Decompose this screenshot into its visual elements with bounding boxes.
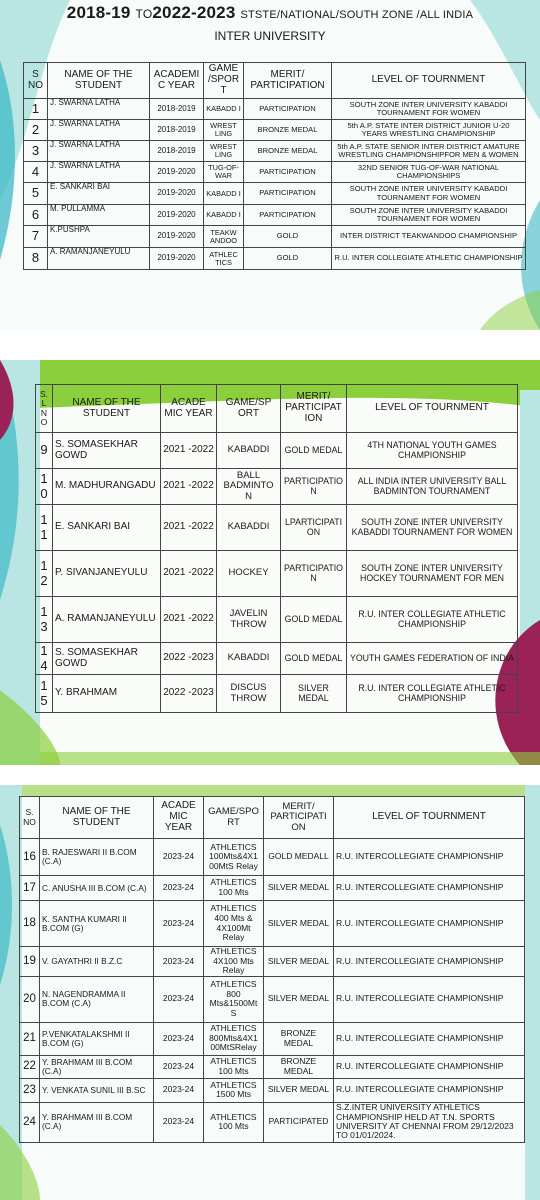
serial-number-cell: 19 (20, 947, 40, 977)
academic-year-cell: 2023-24 (154, 876, 204, 901)
slide-2-table (35, 384, 518, 713)
game-cell: DISCUS THROW (217, 675, 281, 713)
column-header: GAME/SP ORT (217, 385, 281, 433)
column-header: ACADE MIC YEAR (154, 797, 204, 839)
academic-year-cell: 2021 -2022 (161, 551, 217, 597)
student-name-cell: Y. BRAHMAM III B.COM (C.A) (40, 1102, 154, 1142)
student-name-cell: Y. BRAHMAM (53, 675, 161, 713)
merit-cell: SILVER MEDAL (264, 976, 334, 1022)
tournament-level-cell: R.U. INTERCOLLEGIATE CHAMPIONSHIP (334, 901, 525, 947)
merit-cell: SILVER MEDAL (281, 675, 347, 713)
merit-cell: SILVER MEDAL (264, 947, 334, 977)
game-cell: TUG-OF- WAR (204, 162, 244, 183)
serial-number-cell: 1 0 (36, 469, 53, 505)
academic-year-cell: 2022 -2023 (161, 643, 217, 675)
column-header: LEVEL OF TOURNMENT (347, 385, 518, 433)
serial-number-cell: 1 (24, 99, 48, 120)
merit-cell: SILVER MEDAL (264, 876, 334, 901)
tournament-level-cell: R.U. INTER COLLEGIATE ATHLETIC CHAMPIONSHIP (347, 675, 518, 713)
tournament-level-cell: R.U. INTERCOLLEGIATE CHAMPIONSHIP (334, 1078, 525, 1102)
student-name-cell: J. SWARNA LATHA (48, 162, 150, 183)
table-row (20, 901, 525, 947)
column-header: MERIT/ PARTICIPATI ON (264, 797, 334, 839)
merit-cell: GOLD MEDAL (281, 643, 347, 675)
table-header-row (24, 63, 526, 99)
game-cell: BALL BADMINTO N (217, 469, 281, 505)
game-cell: HOCKEY (217, 551, 281, 597)
merit-cell: PARTICIPATIO N (281, 469, 347, 505)
table-row (20, 1078, 525, 1102)
academic-year-cell: 2019-2020 (150, 183, 204, 205)
serial-number-cell: 1 2 (36, 551, 53, 597)
academic-year-cell: 2021 -2022 (161, 433, 217, 469)
game-cell: JAVELIN THROW (217, 597, 281, 643)
column-header: GAME /SPOR T (204, 63, 244, 99)
column-header: MERIT/ PARTICIPATION (244, 63, 332, 99)
game-cell: ATHLEC TICS (204, 248, 244, 270)
slide-2 (0, 360, 540, 765)
game-cell: ATHLETICS 400 Mts & 4X100Mt Relay (204, 901, 264, 947)
tournament-level-cell: SOUTH ZONE INTER UNIVERSITY KABADDI TOURNAMENT FOR WOMEN (332, 205, 526, 226)
game-cell: KABADDI (217, 643, 281, 675)
serial-number-cell: 17 (20, 876, 40, 901)
merit-cell: GOLD (244, 248, 332, 270)
slide-1-title: 2018-19 TO2022-2023 STSTE/NATIONAL/SOUTH ZONE /ALL INDIA (66, 3, 474, 22)
academic-year-cell: 2023-24 (154, 1055, 204, 1078)
tournament-level-cell: 32ND SENIOR TUG-OF-WAR NATIONAL CHAMPIONSHIPS (332, 162, 526, 183)
tournament-level-cell: R.U. INTERCOLLEGIATE CHAMPIONSHIP (334, 839, 525, 876)
table-row (36, 505, 518, 551)
table-row (24, 248, 526, 270)
serial-number-cell: 7 (24, 226, 48, 248)
student-name-cell: E. SANKARI BAI (48, 183, 150, 205)
serial-number-cell: 2 (24, 120, 48, 141)
serial-number-cell: 9 (36, 433, 53, 469)
academic-year-cell: 2021 -2022 (161, 505, 217, 551)
slide-3-table (19, 796, 525, 1143)
game-cell: ATHLETICS 4X100 Mts Relay (204, 947, 264, 977)
student-name-cell: K.PUSHPA (48, 226, 150, 248)
game-cell: KABADDI (217, 505, 281, 551)
academic-year-cell: 2021 -2022 (161, 469, 217, 505)
merit-cell: GOLD MEDALL (264, 839, 334, 876)
slide-1-subtitle: INTER UNIVERSITY (214, 29, 326, 43)
academic-year-cell: 2023-24 (154, 1078, 204, 1102)
merit-cell: PARTICIPATED (264, 1102, 334, 1142)
tournament-level-cell: R.U. INTER COLLEGIATE ATHLETIC CHAMPIONSHIP (347, 597, 518, 643)
game-cell: WREST LING (204, 120, 244, 141)
merit-cell: LPARTICIPATI ON (281, 505, 347, 551)
tournament-level-cell: R.U. INTERCOLLEGIATE CHAMPIONSHIP (334, 947, 525, 977)
merit-cell: BRONZE MEDAL (264, 1055, 334, 1078)
serial-number-cell: 1 5 (36, 675, 53, 713)
table-row (20, 839, 525, 876)
table-row (24, 162, 526, 183)
table-row (20, 876, 525, 901)
column-header: LEVEL OF TOURNMENT (332, 63, 526, 99)
merit-cell: PARTICIPATION (244, 162, 332, 183)
game-cell: ATHLETICS 1500 Mts (204, 1078, 264, 1102)
tournament-level-cell: 5th A.P. STATE INTER DISTRICT JUNIOR U-20 YEARS WRESTLING CHAMPIONSHIP (332, 120, 526, 141)
serial-number-cell: 3 (24, 141, 48, 162)
academic-year-cell: 2019-2020 (150, 226, 204, 248)
tournament-level-cell: YOUTH GAMES FEDERATION OF INDIA (347, 643, 518, 675)
table-row (24, 183, 526, 205)
academic-year-cell: 2023-24 (154, 1022, 204, 1055)
merit-cell: PARTICIPATION (244, 99, 332, 120)
column-header: NAME OF THE STUDENT (48, 63, 150, 99)
academic-year-cell: 2023-24 (154, 976, 204, 1022)
academic-year-cell: 2023-24 (154, 901, 204, 947)
academic-year-cell: 2023-24 (154, 839, 204, 876)
column-header: NAME OF THE STUDENT (53, 385, 161, 433)
game-cell: WREST LING (204, 141, 244, 162)
tournament-level-cell: R.U. INTERCOLLEGIATE CHAMPIONSHIP (334, 976, 525, 1022)
student-name-cell: J. SWARNA LATHA (48, 120, 150, 141)
game-cell: ATHLETICS 100 Mts (204, 1055, 264, 1078)
column-header: S. NO (20, 797, 40, 839)
tournament-level-cell: 4TH NATIONAL YOUTH GAMES CHAMPIONSHIP (347, 433, 518, 469)
table-row (24, 99, 526, 120)
academic-year-cell: 2019-2020 (150, 205, 204, 226)
tournament-level-cell: SOUTH ZONE INTER UNIVERSITY HOCKEY TOURNAMENT FOR MEN (347, 551, 518, 597)
table-row (20, 1055, 525, 1078)
academic-year-cell: 2018-2019 (150, 141, 204, 162)
student-name-cell: N. NAGENDRAMMA II B.COM (C.A) (40, 976, 154, 1022)
column-header: S. L N O (36, 385, 53, 433)
serial-number-cell: 5 (24, 183, 48, 205)
tournament-level-cell: R.U. INTERCOLLEGIATE CHAMPIONSHIP (334, 1055, 525, 1078)
tournament-level-cell: 5th A.P. STATE SENIOR INTER DISTRICT AMATURE WRESTLING CHAMPIONSHIPFOR MEN & WOMEN (332, 141, 526, 162)
academic-year-cell: 2023-24 (154, 947, 204, 977)
serial-number-cell: 20 (20, 976, 40, 1022)
tournament-level-cell: R.U. INTERCOLLEGIATE CHAMPIONSHIP (334, 1022, 525, 1055)
column-header: S NO (24, 63, 48, 99)
game-cell: ATHLETICS 800Mts&4X1 00MtSRelay (204, 1022, 264, 1055)
serial-number-cell: 18 (20, 901, 40, 947)
table-row (20, 1022, 525, 1055)
table-row (24, 141, 526, 162)
merit-cell: SILVER MEDAL (264, 901, 334, 947)
table-row (24, 120, 526, 141)
academic-year-cell: 2021 -2022 (161, 597, 217, 643)
table-row (36, 675, 518, 713)
student-name-cell: Y. VENKATA SUNIL III B.SC (40, 1078, 154, 1102)
merit-cell: BRONZE MEDAL (244, 120, 332, 141)
column-header: ACADE MIC YEAR (161, 385, 217, 433)
student-name-cell: M. PULLAMMA (48, 205, 150, 226)
table-row (20, 947, 525, 977)
academic-year-cell: 2022 -2023 (161, 675, 217, 713)
table-row (36, 643, 518, 675)
serial-number-cell: 24 (20, 1102, 40, 1142)
column-header: LEVEL OF TOURNMENT (334, 797, 525, 839)
game-cell: ATHLETICS 100Mts&4X1 00MtS Relay (204, 839, 264, 876)
tournament-level-cell: S.Z.INTER UNIVERSITY ATHLETICS CHAMPIONSHIP HELD AT T.N. SPORTS UNIVERSITY AT CHENNAI FROM 29/12/2023 TO 01/01/2024. (334, 1102, 525, 1142)
merit-cell: SILVER MEDAL (264, 1078, 334, 1102)
game-cell: KABADD I (204, 183, 244, 205)
merit-cell: PARTICIPATIO N (281, 551, 347, 597)
student-name-cell: P. SIVANJANEYULU (53, 551, 161, 597)
table-row (36, 469, 518, 505)
table-row (20, 976, 525, 1022)
game-cell: ATHLETICS 800 Mts&1500Mt S (204, 976, 264, 1022)
student-name-cell: Y. BRAHMAM III B.COM (C.A) (40, 1055, 154, 1078)
student-name-cell: S. SOMASEKHAR GOWD (53, 433, 161, 469)
column-header: NAME OF THE STUDENT (40, 797, 154, 839)
game-cell: KABADD I (204, 205, 244, 226)
column-header: MERIT/ PARTICIPAT ION (281, 385, 347, 433)
merit-cell: GOLD MEDAL (281, 433, 347, 469)
table-header-row (36, 385, 518, 433)
table-row (36, 597, 518, 643)
serial-number-cell: 23 (20, 1078, 40, 1102)
merit-cell: PARTICIPATION (244, 183, 332, 205)
table-row (24, 205, 526, 226)
table-row (36, 551, 518, 597)
tournament-level-cell: INTER DISTRICT TEAKWANDOO CHAMPIONSHIP (332, 226, 526, 248)
column-header: ACADEMI C YEAR (150, 63, 204, 99)
game-cell: ATHLETICS 100 Mts (204, 876, 264, 901)
serial-number-cell: 1 3 (36, 597, 53, 643)
serial-number-cell: 21 (20, 1022, 40, 1055)
merit-cell: GOLD MEDAL (281, 597, 347, 643)
game-cell: KABADDI (217, 433, 281, 469)
table-row (24, 226, 526, 248)
tournament-level-cell: ALL INDIA INTER UNIVERSITY BALL BADMINTON TOURNAMENT (347, 469, 518, 505)
student-name-cell: P.VENKATALAKSHMI II B.COM (G) (40, 1022, 154, 1055)
merit-cell: PARTICIPATION (244, 205, 332, 226)
serial-number-cell: 4 (24, 162, 48, 183)
tournament-level-cell: R.U. INTER COLLEGIATE ATHLETIC CHAMPIONSHIP (332, 248, 526, 270)
serial-number-cell: 22 (20, 1055, 40, 1078)
game-cell: ATHLETICS 100 Mts (204, 1102, 264, 1142)
table-row (36, 433, 518, 469)
student-name-cell: E. SANKARI BAI (53, 505, 161, 551)
serial-number-cell: 16 (20, 839, 40, 876)
student-name-cell: V. GAYATHRI II B.Z.C (40, 947, 154, 977)
student-name-cell: A. RAMANJANEYULU (48, 248, 150, 270)
serial-number-cell: 8 (24, 248, 48, 270)
table-header-row (20, 797, 525, 839)
student-name-cell: B. RAJESWARI II B.COM (C.A) (40, 839, 154, 876)
student-name-cell: J. SWARNA LATHA (48, 141, 150, 162)
academic-year-cell: 2019-2020 (150, 162, 204, 183)
tournament-level-cell: R.U. INTERCOLLEGIATE CHAMPIONSHIP (334, 876, 525, 901)
tournament-level-cell: SOUTH ZONE INTER UNIVERSITY KABADDI TOURNAMENT FOR WOMEN (332, 183, 526, 205)
student-name-cell: S. SOMASEKHAR GOWD (53, 643, 161, 675)
serial-number-cell: 6 (24, 205, 48, 226)
academic-year-cell: 2019-2020 (150, 248, 204, 270)
table-row (20, 1102, 525, 1142)
separator (0, 765, 540, 785)
slide-3 (0, 785, 540, 1200)
student-name-cell: C. ANUSHA III B.COM (C.A) (40, 876, 154, 901)
student-name-cell: K. SANTHA KUMARI II B.COM (G) (40, 901, 154, 947)
academic-year-cell: 2023-24 (154, 1102, 204, 1142)
tournament-level-cell: SOUTH ZONE INTER UNIVERSITY KABADDI TOURNAMENT FOR WOMEN (332, 99, 526, 120)
game-cell: KABADD I (204, 99, 244, 120)
merit-cell: BRONZE MEDAL (264, 1022, 334, 1055)
slide-1 (0, 0, 540, 330)
slide-1-table (23, 62, 526, 270)
serial-number-cell: 1 4 (36, 643, 53, 675)
academic-year-cell: 2018-2019 (150, 99, 204, 120)
column-header: GAME/SPO RT (204, 797, 264, 839)
game-cell: TEAKW ANDOO (204, 226, 244, 248)
student-name-cell: M. MADHURANGADU (53, 469, 161, 505)
academic-year-cell: 2018-2019 (150, 120, 204, 141)
student-name-cell: J. SWARNA LATHA (48, 99, 150, 120)
separator (0, 330, 540, 360)
merit-cell: BRONZE MEDAL (244, 141, 332, 162)
merit-cell: GOLD (244, 226, 332, 248)
serial-number-cell: 1 1 (36, 505, 53, 551)
tournament-level-cell: SOUTH ZONE INTER UNIVERSITY KABADDI TOURNAMENT FOR WOMEN (347, 505, 518, 551)
student-name-cell: A. RAMANJANEYULU (53, 597, 161, 643)
